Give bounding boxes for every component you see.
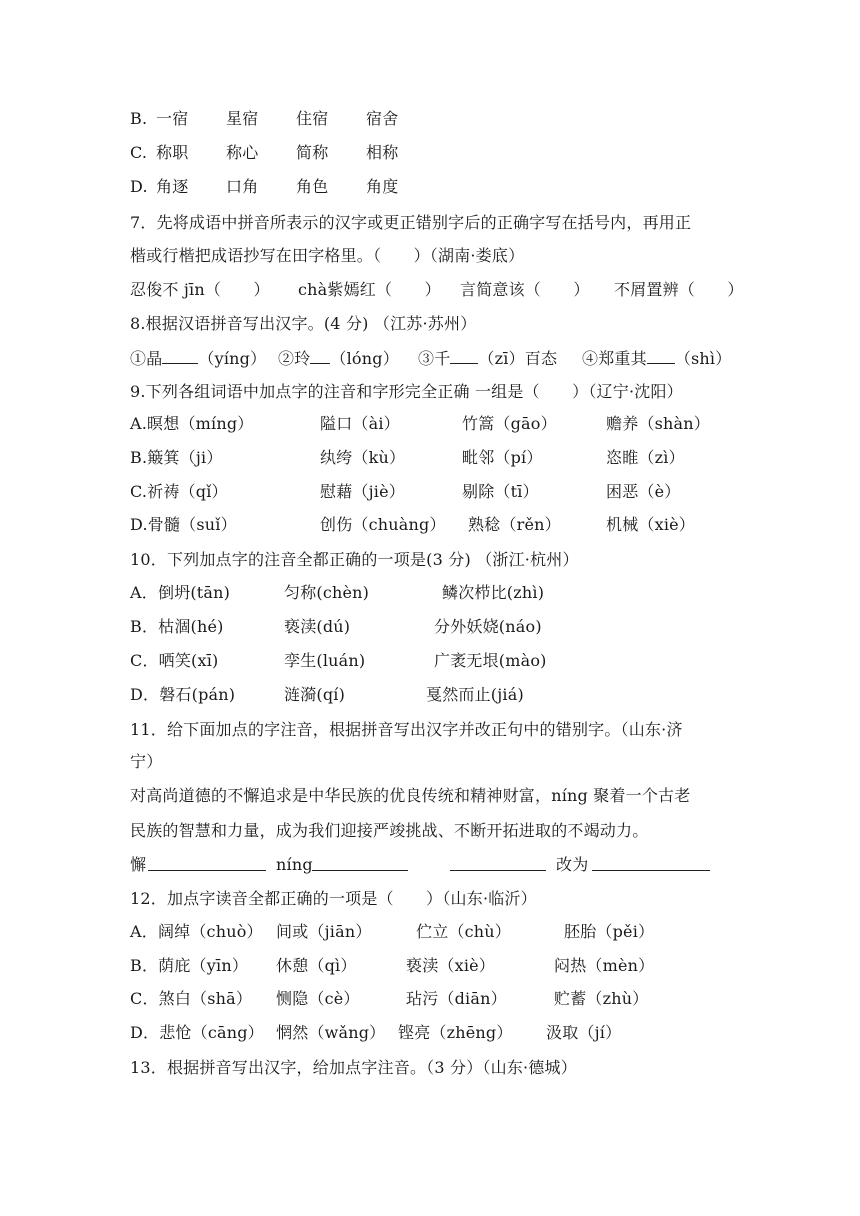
q12-cell: 间或（jiān）: [276, 922, 372, 941]
q11-passage-line-2: 民族的智慧和力量，成为我们迎接严竣挑战、不断开拓进取的不竭动力。: [130, 821, 649, 840]
q12-cell: 玷污（diān）: [406, 989, 507, 1008]
q12-cell: C．煞白（shā）: [130, 989, 253, 1008]
q9-cell: 竹篙（gāo）: [462, 414, 557, 433]
word: 角色: [296, 177, 329, 196]
q10-cell: D．磐石(pán): [130, 685, 236, 704]
answer-label: 改为: [556, 855, 589, 874]
q12-cell: 汲取（jí）: [546, 1023, 622, 1042]
q12-cell: 铿亮（zhēng）: [398, 1023, 513, 1042]
q13-title: 13．根据拼音写出汉字，给加点字注音。（3 分）（山东·德城）: [130, 1058, 577, 1077]
answer-label: 懈: [130, 855, 147, 874]
word: 相称: [366, 143, 399, 162]
q7-question-line-2: 楷或行楷把成语抄写在田字格里。（ ）（湖南·娄底）: [130, 246, 525, 265]
word: 称心: [226, 143, 259, 162]
q12-cell: 亵渎（xiè）: [406, 956, 496, 975]
word: 口角: [226, 177, 259, 196]
q9-cell: C.祈祷（qǐ）: [130, 482, 228, 501]
q9-cell: 赡养（shàn）: [606, 414, 710, 433]
q9-cell: 困恶（è）: [606, 482, 681, 501]
option-letter: B.: [130, 109, 148, 128]
q11-question-line-1: 11．给下面加点的字注音，根据拼音写出汉字并改正句中的错别字。（山东·济: [130, 720, 683, 739]
q8-title: 8.根据汉语拼音写出汉字。(4 分) （江苏·苏州）: [130, 314, 477, 333]
word: 角逐: [156, 177, 189, 196]
q9-cell: D.骨髓（suǐ）: [130, 515, 237, 534]
q12-cell: B．荫庇（yīn）: [130, 956, 249, 975]
word: 简称: [296, 143, 329, 162]
q10-cell: 匀称(chèn): [284, 583, 370, 602]
q8-item-1: ①晶 （yíng）: [130, 346, 266, 371]
q12-cell: 胚胎（pěi）: [564, 922, 655, 941]
word: 住宿: [296, 109, 329, 128]
idiom-item: 不屑置辨（ ）: [614, 280, 744, 299]
q12-cell: 闷热（mèn）: [554, 956, 655, 975]
word: 一宿: [156, 109, 189, 128]
answer-blank: [312, 853, 408, 878]
answer-blank: [148, 853, 266, 878]
answer-blank: [592, 853, 710, 878]
q12-cell: 恻隐（cè）: [276, 989, 360, 1008]
idiom-item: 言简意该（ ）: [460, 280, 590, 299]
idiom-item: chà紫嫣红（ ）: [298, 280, 441, 299]
q10-cell: C．哂笑(xī): [130, 651, 219, 670]
q10-title: 10．下列加点字的注音全都正确的一项是(3 分) （浙江·杭州）: [130, 550, 579, 569]
q10-cell: 广袤无垠(mào): [434, 651, 547, 670]
answer-blank: [450, 853, 546, 878]
word: 宿舍: [366, 109, 399, 128]
q12-title: 12．加点字读音全都正确的一项是（ ）（山东·临沂）: [130, 889, 537, 908]
answer-label: níng: [276, 855, 313, 874]
q12-cell: 惘然（wǎng）: [276, 1023, 386, 1042]
q9-cell: 恣睢（zì）: [606, 448, 685, 467]
q9-cell: 剔除（tī）: [462, 482, 539, 501]
q9-cell: 纨绔（kù）: [320, 448, 406, 467]
word: 角度: [366, 177, 399, 196]
q9-cell: 毗邻（pí）: [462, 448, 543, 467]
q12-cell: 伫立（chù）: [416, 922, 511, 941]
q10-cell: 戛然而止(jiá): [426, 685, 524, 704]
q10-cell: 鳞次栉比(zhì): [442, 583, 545, 602]
q11-question-line-2: 宁）: [130, 752, 163, 771]
q9-cell: A.暝想（míng）: [130, 414, 254, 433]
q9-cell: 机械（xiè）: [606, 515, 696, 534]
q12-cell: 休憩（qì）: [276, 956, 357, 975]
q10-cell: B．枯涸(hé): [130, 617, 224, 636]
word: 称职: [156, 143, 189, 162]
q9-cell: B.簸箕（ji）: [130, 448, 223, 467]
q9-cell: 创伤（chuàng）: [320, 515, 446, 534]
q9-cell: 熟稔（rěn）: [468, 515, 561, 534]
q10-cell: 亵渎(dú): [284, 617, 351, 636]
q8-item-4: ④郑重其 （shì）: [582, 346, 731, 371]
q10-cell: 孪生(luán): [284, 651, 366, 670]
q11-passage-line-1: 对高尚道德的不懈追求是中华民族的优良传统和精神财富，níng 聚着一个古老: [130, 786, 691, 805]
q12-cell: D．悲怆（cāng）: [130, 1023, 264, 1042]
q9-title: 9.下列各组词语中加点字的注音和字形完全正确 一组是（ ）（辽宁·沈阳）: [130, 382, 683, 401]
option-letter: C.: [130, 143, 148, 162]
q9-cell: 慰藉（jiè）: [320, 482, 405, 501]
q12-cell: 贮蓄（zhù）: [554, 989, 649, 1008]
idiom-item: 忍俊不 jīn（ ）: [130, 280, 270, 299]
q7-question-line-1: 7．先将成语中拼音所表示的汉字或更正错别字后的正确字写在括号内，再用正: [130, 213, 692, 232]
word: 星宿: [226, 109, 259, 128]
q9-cell: 隘口（ài）: [320, 414, 400, 433]
q12-cell: A．阔绰（chuò）: [130, 922, 263, 941]
q10-cell: A．倒坍(tān): [130, 583, 231, 602]
q8-item-2: ②玲 （lóng）: [278, 346, 399, 371]
q10-cell: 分外妖娆(náo): [434, 617, 542, 636]
option-letter: D.: [130, 177, 148, 196]
q8-item-3: ③千 （zī）百态: [418, 346, 557, 371]
q10-cell: 涟漪(qí): [284, 685, 346, 704]
